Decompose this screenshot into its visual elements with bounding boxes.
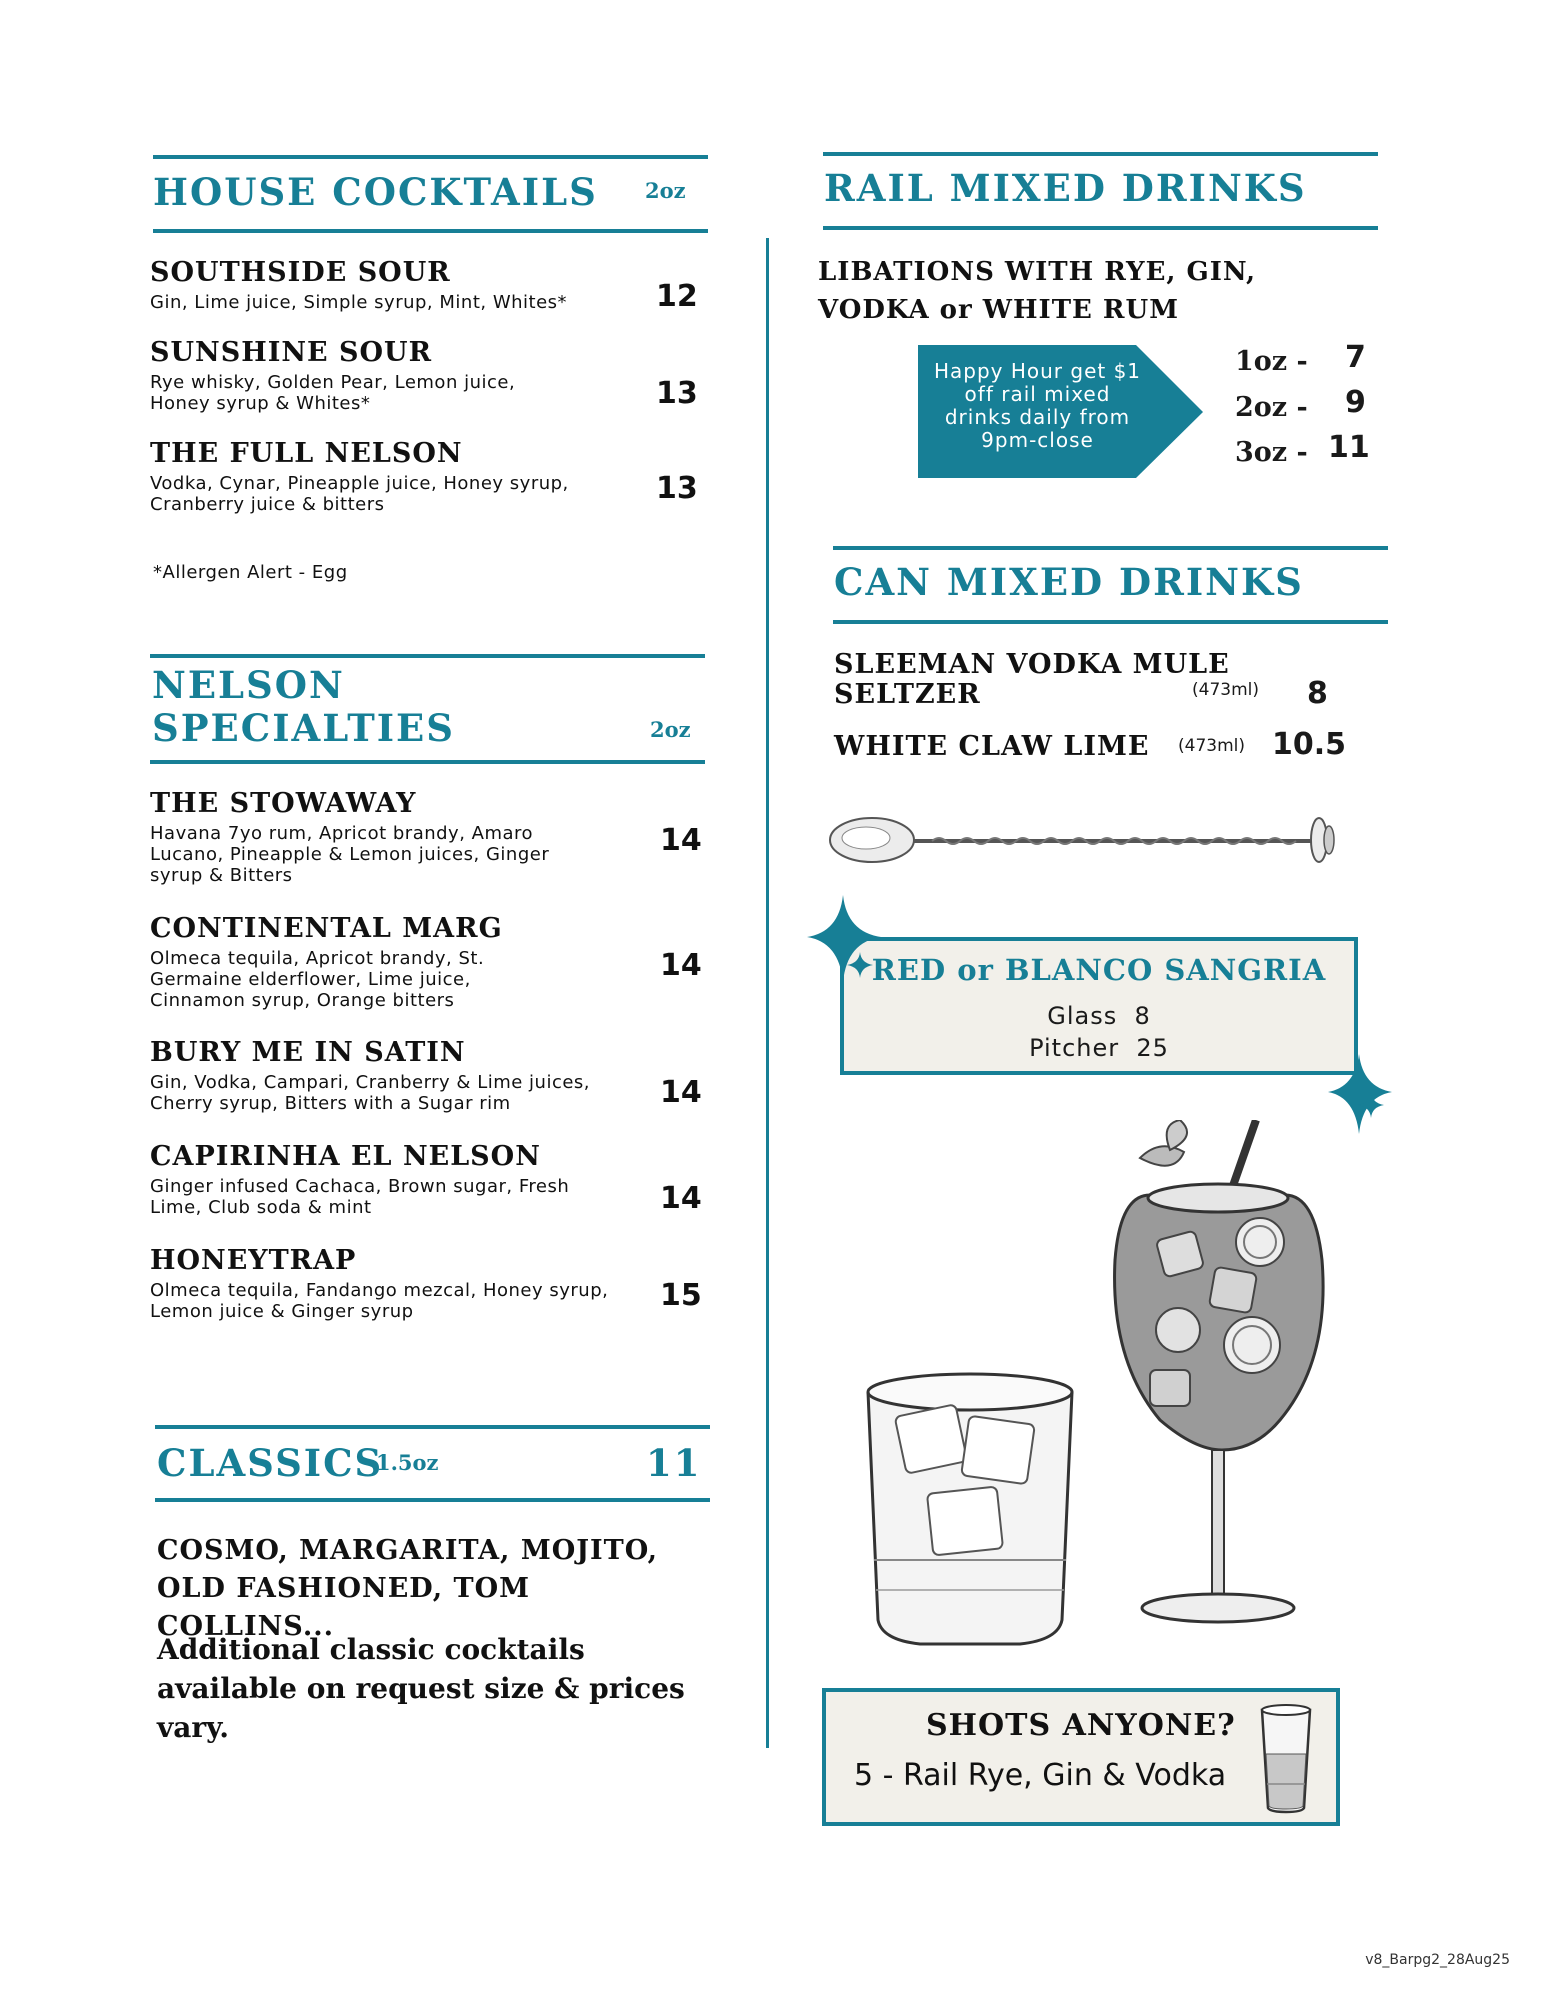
pour-size: 3oz - — [1235, 437, 1308, 468]
can-item-name: WHITE CLAW LIME — [834, 731, 1150, 762]
item-name: SUNSHINE SOUR — [150, 337, 433, 368]
can-item-price: 10.5 — [1272, 727, 1347, 762]
classics-title: CLASSICS — [157, 1441, 384, 1485]
specialties-bottom-rule — [150, 760, 705, 764]
item-price: 12 — [656, 279, 698, 314]
specialties-title-line2: SPECIALTIES — [152, 706, 455, 750]
classics-price: 11 — [646, 1441, 702, 1485]
rail-title: RAIL MIXED DRINKS — [824, 166, 1307, 210]
item-name: CAPIRINHA EL NELSON — [150, 1141, 541, 1172]
pour-price: 7 — [1345, 340, 1366, 375]
can-item-name: SLEEMAN VODKA MULE — [834, 649, 1230, 680]
pour-size: 1oz - — [1235, 346, 1308, 377]
shots-title: SHOTS ANYONE? — [926, 1708, 1236, 1743]
can-bottom-rule — [833, 620, 1388, 624]
house-bottom-rule — [153, 229, 708, 233]
item-price: 14 — [660, 1075, 702, 1110]
rail-top-rule — [823, 152, 1378, 156]
shots-box — [822, 1688, 1340, 1826]
item-name: THE STOWAWAY — [150, 788, 417, 819]
allergen-note: *Allergen Alert - Egg — [153, 562, 348, 583]
item-desc: Olmeca tequila, Fandango mezcal, Honey syrup, Lemon juice & Ginger syrup — [150, 1280, 609, 1322]
sangria-glass: Glass 8 — [1047, 1002, 1151, 1030]
item-name: BURY ME IN SATIN — [150, 1037, 466, 1068]
house-size: 2oz — [645, 178, 686, 203]
can-item-vol: (473ml) — [1178, 736, 1245, 756]
item-desc: Gin, Lime juice, Simple syrup, Mint, Whites* — [150, 292, 568, 313]
item-price: 13 — [656, 376, 698, 411]
menu-item — [150, 913, 710, 1011]
item-desc: Ginger infused Cachaca, Brown sugar, Fresh Lime, Club soda & mint — [150, 1176, 570, 1218]
specialties-top-rule — [150, 654, 705, 658]
menu-item — [150, 1037, 710, 1114]
menu-item — [150, 1245, 710, 1322]
classics-list: COSMO, MARGARITA, MOJITO, OLD FASHIONED, TOM COLLINS... — [157, 1535, 659, 1642]
bar-spoon-illustration — [822, 805, 1342, 875]
item-name: HONEYTRAP — [150, 1245, 357, 1276]
pour-size: 2oz - — [1235, 392, 1308, 423]
item-desc: Havana 7yo rum, Apricot brandy, Amaro Lucano, Pineapple & Lemon juices, Ginger syrup & Bitters — [150, 823, 550, 886]
classics-note: Additional classic cocktails available on request size & prices vary. — [157, 1633, 685, 1744]
item-price: 13 — [656, 471, 698, 506]
menu-item — [150, 257, 710, 313]
pour-price: 11 — [1328, 430, 1370, 465]
sangria-pitcher: Pitcher 25 — [1029, 1034, 1169, 1062]
sangria-box — [840, 937, 1358, 1075]
classics-size: 1.5oz — [376, 1450, 439, 1475]
item-name: CONTINENTAL MARG — [150, 913, 503, 944]
item-price: 14 — [660, 823, 702, 858]
menu-item — [150, 1141, 710, 1218]
menu-item — [150, 337, 710, 414]
classics-top-rule — [155, 1425, 710, 1429]
item-desc: Gin, Vodka, Campari, Cranberry & Lime juices, Cherry syrup, Bitters with a Sugar rim — [150, 1072, 591, 1114]
can-top-rule — [833, 546, 1388, 550]
footer-version: v8_Barpg2_28Aug25 — [1365, 1952, 1510, 1968]
rail-bottom-rule — [823, 226, 1378, 230]
sparkle-icon — [845, 950, 875, 980]
item-desc: Olmeca tequila, Apricot brandy, St. Germaine elderflower, Lime juice, Cinnamon syrup, Orange bitters — [150, 948, 485, 1011]
specialties-size: 2oz — [650, 717, 691, 742]
can-item-name-line2: SELTZER — [834, 679, 981, 710]
can-item-price: 8 — [1307, 676, 1328, 711]
menu-item — [150, 438, 710, 515]
happy-hour-text: Happy Hour get $1 off rail mixed drinks daily from 9pm-close — [933, 359, 1142, 452]
classics-bottom-rule — [155, 1498, 710, 1502]
menu-item — [150, 788, 710, 886]
can-title: CAN MIXED DRINKS — [834, 560, 1304, 604]
shots-detail: 5 - Rail Rye, Gin & Vodka — [854, 1758, 1227, 1793]
shot-glass-icon — [1258, 1704, 1314, 1816]
pour-price: 9 — [1345, 385, 1366, 420]
item-name: SOUTHSIDE SOUR — [150, 257, 451, 288]
item-desc: Vodka, Cynar, Pineapple juice, Honey syrup, Cranberry juice & bitters — [150, 473, 569, 515]
sparkle-icon — [1356, 1090, 1386, 1120]
house-top-rule — [153, 155, 708, 159]
specialties-title-line1: NELSON — [152, 663, 345, 707]
item-desc: Rye whisky, Golden Pear, Lemon juice, Honey syrup & Whites* — [150, 372, 516, 414]
item-price: 14 — [660, 948, 702, 983]
can-item-vol: (473ml) — [1192, 680, 1259, 700]
rail-subtitle: LIBATIONS WITH RYE, GIN, VODKA or WHITE RUM — [818, 257, 1257, 325]
item-name: THE FULL NELSON — [150, 438, 463, 469]
house-cocktails-title: HOUSE COCKTAILS — [153, 170, 598, 214]
column-divider — [766, 238, 769, 1748]
cocktail-glasses-illustration — [860, 1120, 1340, 1660]
item-price: 14 — [660, 1181, 702, 1216]
item-price: 15 — [660, 1278, 702, 1313]
sangria-title: RED or BLANCO SANGRIA — [871, 953, 1327, 987]
